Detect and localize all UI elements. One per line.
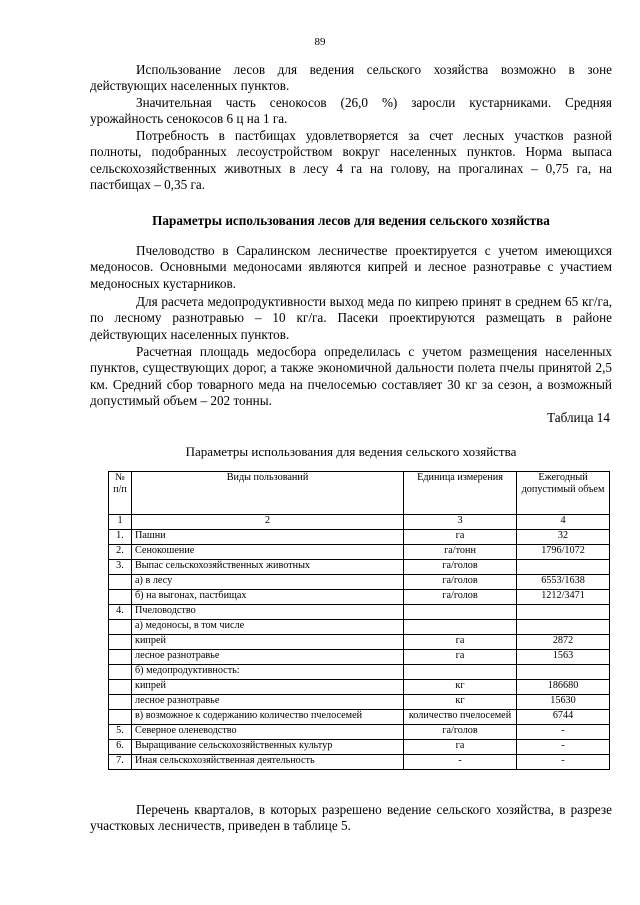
row-volume-cell: - [517, 755, 610, 770]
row-number-cell: 7. [109, 755, 132, 770]
row-unit-cell: га/голов [404, 560, 517, 575]
index-cell: 4 [517, 515, 610, 530]
table-row [109, 605, 610, 620]
row-unit-cell: га [404, 635, 517, 650]
table-row [109, 710, 610, 725]
header-number: № п/п [109, 472, 132, 515]
row-volume-cell: 1796/1072 [517, 545, 610, 560]
row-volume-cell [517, 605, 610, 620]
row-unit-cell: га/голов [404, 575, 517, 590]
row-use-type-cell: Пашни [132, 530, 404, 545]
header-use-type: Виды пользований [132, 472, 404, 515]
row-number-cell [109, 620, 132, 635]
row-number-cell: 5. [109, 725, 132, 740]
row-use-type-cell: Выпас сельскохозяйственных животных [132, 560, 404, 575]
table-row [109, 725, 610, 740]
table-row [109, 740, 610, 755]
index-cell: 2 [132, 515, 404, 530]
row-unit-cell: количество пчелосемей [404, 710, 517, 725]
row-volume-cell: - [517, 725, 610, 740]
row-number-cell [109, 650, 132, 665]
table-row [109, 695, 610, 710]
row-use-type-cell: Выращивание сельскохозяйственных культур [132, 740, 404, 755]
row-unit-cell [404, 665, 517, 680]
row-number-cell [109, 665, 132, 680]
row-volume-cell [517, 560, 610, 575]
row-volume-cell: 186680 [517, 680, 610, 695]
table-index-row [109, 515, 610, 530]
row-unit-cell: - [404, 755, 517, 770]
section-heading: Параметры использования лесов для ведения сельского хозяйства [152, 213, 550, 228]
row-unit-cell: кг [404, 680, 517, 695]
row-number-cell: 3. [109, 560, 132, 575]
row-unit-cell: га/голов [404, 725, 517, 740]
row-use-type-cell: а) медоносы, в том числе [132, 620, 404, 635]
row-unit-cell: га [404, 740, 517, 755]
row-number-cell [109, 635, 132, 650]
row-volume-cell: 2872 [517, 635, 610, 650]
row-volume-cell: 1563 [517, 650, 610, 665]
table-row [109, 680, 610, 695]
row-unit-cell: га [404, 530, 517, 545]
row-volume-cell [517, 665, 610, 680]
table-row [109, 650, 610, 665]
row-use-type-cell: Иная сельскохозяйственная деятельность [132, 755, 404, 770]
table-title: Параметры использования для ведения сельского хозяйства [185, 444, 517, 459]
row-use-type-cell: б) медопродуктивность: [132, 665, 404, 680]
row-volume-cell: 15630 [517, 695, 610, 710]
row-number-cell [109, 695, 132, 710]
row-number-cell [109, 680, 132, 695]
paragraph-hayfields: Значительная часть сенокосов (26,0 %) заросли кустарниками. Средняя урожайность сенокосов 6 ц на 1 га. [90, 95, 612, 127]
row-use-type-cell: Северное оленеводство [132, 725, 404, 740]
row-use-type-cell: Сенокошение [132, 545, 404, 560]
paragraph-quarters-list: Перечень кварталов, в которых разрешено ведение сельского хозяйства, в разрезе участковых лесничеств, приведен в таблице 5. [90, 802, 612, 834]
row-volume-cell: 6744 [517, 710, 610, 725]
paragraph-forest-agriculture: Использование лесов для ведения сельского хозяйства возможно в зоне действующих населенных пунктов. [90, 62, 612, 94]
row-number-cell: 4. [109, 605, 132, 620]
row-unit-cell: га/тонн [404, 545, 517, 560]
table-row [109, 755, 610, 770]
row-use-type-cell: Пчеловодство [132, 605, 404, 620]
table-row [109, 530, 610, 545]
row-volume-cell: 32 [517, 530, 610, 545]
paragraph-beekeeping: Пчеловодство в Саралинском лесничестве проектируется с учетом имеющихся медоносов. Основными медоносами являются кипрей и лесное разнотравье с участием медоносных кустарников. [90, 243, 612, 291]
table-row [109, 560, 610, 575]
row-unit-cell [404, 620, 517, 635]
row-number-cell: 1. [109, 530, 132, 545]
paragraph-honey-area: Расчетная площадь медосбора определилась с учетом размещения населенных пунктов, существующих дорог, а также экономичной дальности полета пчелы принятой 2,5 км. Средний сбор товарного меда на пчелосемью составляет 30 кг за сезон, а возможный допустимый объем – 202 тонны. [90, 344, 612, 409]
index-cell: 3 [404, 515, 517, 530]
row-use-type-cell: б) на выгонах, пастбищах [132, 590, 404, 605]
row-unit-cell: кг [404, 695, 517, 710]
table-row [109, 620, 610, 635]
paragraph-honey-yield: Для расчета медопродуктивности выход меда по кипрею принят в среднем 65 кг/га, по лесному разнотравью – 10 кг/га. Пасеки проектируются размещать в районе действующих населенных пунктов. [90, 294, 612, 342]
table-header-row [109, 472, 610, 515]
row-use-type-cell: лесное разнотравье [132, 650, 404, 665]
page-number: 89 [314, 36, 326, 48]
table-row [109, 665, 610, 680]
row-unit-cell [404, 605, 517, 620]
table-row [109, 575, 610, 590]
row-volume-cell: 6553/1638 [517, 575, 610, 590]
table-body [109, 472, 610, 770]
table-row [109, 545, 610, 560]
row-volume-cell: 1212/3471 [517, 590, 610, 605]
table-row [109, 590, 610, 605]
row-number-cell: 2. [109, 545, 132, 560]
row-number-cell: 6. [109, 740, 132, 755]
row-unit-cell: га/голов [404, 590, 517, 605]
row-number-cell [109, 590, 132, 605]
row-volume-cell: - [517, 740, 610, 755]
row-use-type-cell: кипрей [132, 635, 404, 650]
row-use-type-cell: в) возможное к содержанию количество пчелосемей [132, 710, 404, 725]
index-cell: 1 [109, 515, 132, 530]
table-number: Таблица 14 [547, 410, 610, 425]
parameters-table [108, 471, 610, 770]
row-number-cell [109, 575, 132, 590]
row-use-type-cell: лесное разнотравье [132, 695, 404, 710]
table-row [109, 635, 610, 650]
row-volume-cell [517, 620, 610, 635]
row-unit-cell: га [404, 650, 517, 665]
row-number-cell [109, 710, 132, 725]
row-use-type-cell: кипрей [132, 680, 404, 695]
header-unit: Единица измерения [404, 472, 517, 515]
paragraph-pastures: Потребность в пастбищах удовлетворяется за счет лесных участков разной полноты, подобранных лесоустройством вокруг населенных пунктов. Норма выпаса сельскохозяйственных животных в лесу 4 га на голову, на прогалинах – 0,75 га, на пастбищах – 0,35 га. [90, 128, 612, 193]
row-use-type-cell: а) в лесу [132, 575, 404, 590]
header-volume: Ежегодный допустимый объем [517, 472, 610, 515]
